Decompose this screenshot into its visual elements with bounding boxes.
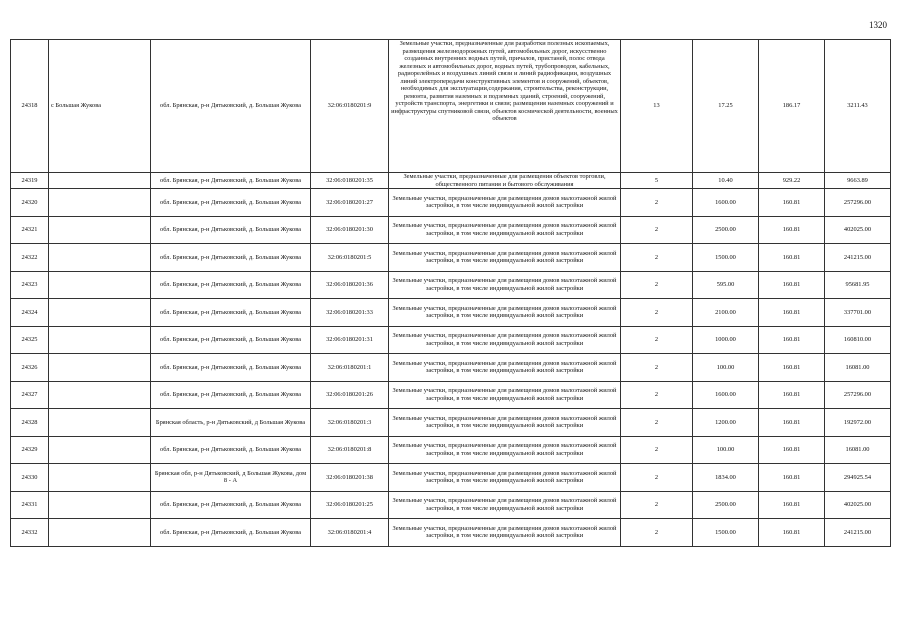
record-id: 24328 [11,409,49,437]
cadastral-number: 32:06:0180201:30 [311,216,389,244]
specific-value: 160.81 [759,409,825,437]
record-id: 24319 [11,173,49,189]
use-code: 2 [621,189,693,217]
cadastral-number: 32:06:0180201:36 [311,271,389,299]
address: обл. Брянская, р-н Дятьковский, д. Большая Жукова [151,519,311,547]
specific-value: 160.81 [759,299,825,327]
use-code: 2 [621,491,693,519]
table-row [11,173,891,189]
land-use: Земельные участки, предназначенные для размещения домов малоэтажной жилой застройки, в том числе индивидуальной жилой застройки [389,491,621,519]
table-row [11,519,891,547]
locality-cell [49,40,151,173]
specific-value: 160.81 [759,216,825,244]
land-use: Земельные участки, предназначенные для размещения домов малоэтажной жилой застройки, в том числе индивидуальной жилой застройки [389,464,621,492]
cadastral-value-table [10,39,891,547]
locality-cell [49,409,151,437]
record-id: 24325 [11,326,49,354]
area: 1000.00 [693,326,759,354]
locality-cell [49,354,151,382]
use-code: 2 [621,271,693,299]
cadastral-value: 16081.00 [825,354,891,382]
land-use: Земельные участки, предназначенные для размещения домов малоэтажной жилой застройки, в том числе индивидуальной жилой застройки [389,216,621,244]
address: Брянская область, р-н Дятьковский, д Большая Жукова [151,409,311,437]
area: 1600.00 [693,189,759,217]
specific-value: 160.81 [759,436,825,464]
locality-cell [49,299,151,327]
table-row [11,409,891,437]
land-use: Земельные участки, предназначенные для размещения домов малоэтажной жилой застройки, в том числе индивидуальной жилой застройки [389,519,621,547]
land-use: Земельные участки, предназначенные для размещения домов малоэтажной жилой застройки, в том числе индивидуальной жилой застройки [389,189,621,217]
use-code: 13 [621,40,693,173]
area: 595.00 [693,271,759,299]
cadastral-number: 32:06:0180201:8 [311,436,389,464]
locality-name: с Большая Жукова [51,102,101,110]
record-id: 24326 [11,354,49,382]
land-use: Земельные участки, предназначенные для размещения домов малоэтажной жилой застройки, в том числе индивидуальной жилой застройки [389,436,621,464]
table-row [11,40,891,173]
use-code: 5 [621,173,693,189]
land-use: Земельные участки, предназначенные для размещения домов малоэтажной жилой застройки, в том числе индивидуальной жилой застройки [389,354,621,382]
area: 1600.00 [693,381,759,409]
cadastral-number: 32:06:0180201:35 [311,173,389,189]
table-row [11,354,891,382]
address: обл. Брянская, р-н Дятьковский, д. Большая Жукова [151,216,311,244]
record-id: 24321 [11,216,49,244]
use-code: 2 [621,216,693,244]
specific-value: 160.81 [759,491,825,519]
specific-value: 160.81 [759,381,825,409]
locality-cell [49,244,151,272]
table-row [11,299,891,327]
cadastral-number: 32:06:0180201:31 [311,326,389,354]
address: обл. Брянская, р-н Дятьковский, д. Большая Жукова [151,189,311,217]
area: 1834.00 [693,464,759,492]
cadastral-value: 95681.95 [825,271,891,299]
address: обл. Брянская, р-н Дятьковский, д. Большая Жукова [151,173,311,189]
record-id: 24322 [11,244,49,272]
address: обл. Брянская, р-н Дятьковский, д. Большая Жукова [151,354,311,382]
area: 17.25 [693,40,759,173]
table-row [11,244,891,272]
area: 1500.00 [693,244,759,272]
land-use: Земельные участки, предназначенные для размещения домов малоэтажной жилой застройки, в том числе индивидуальной жилой застройки [389,244,621,272]
cadastral-number: 32:06:0180201:33 [311,299,389,327]
record-id: 24320 [11,189,49,217]
record-id: 24323 [11,271,49,299]
area: 2500.00 [693,491,759,519]
land-use: Земельные участки, предназначенные для размещения домов малоэтажной жилой застройки, в том числе индивидуальной жилой застройки [389,271,621,299]
area: 2500.00 [693,216,759,244]
locality-cell [49,189,151,217]
record-id: 24331 [11,491,49,519]
specific-value: 160.81 [759,326,825,354]
table-row [11,491,891,519]
land-use: Земельные участки, предназначенные для размещения домов малоэтажной жилой застройки, в том числе индивидуальной жилой застройки [389,381,621,409]
specific-value: 186.17 [759,40,825,173]
cadastral-value: 257296.00 [825,381,891,409]
cadastral-number: 32:06:0180201:38 [311,464,389,492]
locality-cell [49,381,151,409]
record-id: 24318 [11,40,49,173]
cadastral-value: 160810.00 [825,326,891,354]
cadastral-number: 32:06:0180201:25 [311,491,389,519]
use-code: 2 [621,244,693,272]
area: 2100.00 [693,299,759,327]
use-code: 2 [621,436,693,464]
use-code: 2 [621,381,693,409]
address: обл. Брянская, р-н Дятьковский, д. Большая Жукова [151,299,311,327]
specific-value: 929.22 [759,173,825,189]
cadastral-value: 257296.00 [825,189,891,217]
area: 100.00 [693,436,759,464]
page-number: 1320 [869,20,887,30]
cadastral-number: 32:06:0180201:9 [311,40,389,173]
address: обл. Брянская, р-н Дятьковский, д. Большая Жукова [151,40,311,173]
cadastral-value: 16081.00 [825,436,891,464]
use-code: 2 [621,326,693,354]
locality-cell [49,464,151,492]
locality-cell [49,173,151,189]
record-id: 24332 [11,519,49,547]
specific-value: 160.81 [759,244,825,272]
cadastral-number: 32:06:0180201:26 [311,381,389,409]
table-row [11,436,891,464]
specific-value: 160.81 [759,271,825,299]
cadastral-number: 32:06:0180201:27 [311,189,389,217]
cadastral-value: 241215.00 [825,519,891,547]
land-use: Земельные участки, предназначенные для размещения домов малоэтажной жилой застройки, в том числе индивидуальной жилой застройки [389,299,621,327]
record-id: 24330 [11,464,49,492]
locality-cell [49,436,151,464]
cadastral-value: 402025.00 [825,216,891,244]
locality-cell [49,491,151,519]
use-code: 2 [621,354,693,382]
table-body [11,40,891,547]
use-code: 2 [621,464,693,492]
locality-cell [49,271,151,299]
address: обл. Брянская, р-н Дятьковский, д. Большая Жукова [151,436,311,464]
area: 1200.00 [693,409,759,437]
cadastral-value: 192972.00 [825,409,891,437]
locality-cell [49,326,151,354]
cadastral-value: 337701.00 [825,299,891,327]
specific-value: 160.81 [759,519,825,547]
cadastral-value: 241215.00 [825,244,891,272]
specific-value: 160.81 [759,354,825,382]
specific-value: 160.81 [759,189,825,217]
locality-cell [49,519,151,547]
land-use: Земельные участки, предназначенные для размещения домов малоэтажной жилой застройки, в том числе индивидуальной жилой застройки [389,409,621,437]
cadastral-value: 3211.43 [825,40,891,173]
area: 10.40 [693,173,759,189]
area: 100.00 [693,354,759,382]
table-row [11,326,891,354]
address: обл. Брянская, р-н Дятьковский, д. Большая Жукова [151,244,311,272]
cadastral-value: 9663.89 [825,173,891,189]
area: 1500.00 [693,519,759,547]
land-use: Земельные участки, предназначенные для размещения домов малоэтажной жилой застройки, в том числе индивидуальной жилой застройки [389,326,621,354]
use-code: 2 [621,299,693,327]
table-row [11,464,891,492]
table-row [11,189,891,217]
record-id: 24324 [11,299,49,327]
cadastral-value: 294925.54 [825,464,891,492]
cadastral-number: 32:06:0180201:4 [311,519,389,547]
use-code: 2 [621,409,693,437]
table-row [11,216,891,244]
land-use: Земельные участки, предназначенные для размещения объектов торговли, общественного питания и бытового обслуживания [389,173,621,189]
address: обл. Брянская, р-н Дятьковский, д. Большая Жукова [151,326,311,354]
address: обл. Брянская, р-н Дятьковский, д. Большая Жукова [151,381,311,409]
cadastral-number: 32:06:0180201:1 [311,354,389,382]
address: обл. Брянская, р-н Дятьковский, д. Большая Жукова [151,491,311,519]
address: Брянская обл, р-н Дятьковский, д Большая Жукова, дом 8 - А [151,464,311,492]
cadastral-number: 32:06:0180201:5 [311,244,389,272]
use-code: 2 [621,519,693,547]
locality-cell [49,216,151,244]
table-row [11,381,891,409]
specific-value: 160.81 [759,464,825,492]
record-id: 24327 [11,381,49,409]
land-use: Земельные участки, предназначенные для разработки полезных ископаемых, размещения железнодорожных путей, автомобильных дорог, искусственно созданных внутренних водных путей, причалов, пристаней, полос отвода железных и автомобильных дорог, водных путей, трубопроводов, кабельных, радиорелейных и воздушных линий связи и линий радиофикации, воздушных линий электропередачи конструктивных элементов и сооружений, объектов, необходимых для эксплуатации,содержания, строительства, реконструкции, ремонта, развития наземных и подземных зданий, строений, сооружений, устройств транспорта, энергетики и связи; размещения наземных сооружений и инфраструктуры спутниковой связи, объектов космической деятельности, военных объектов [389,40,621,173]
address: обл. Брянская, р-н Дятьковский, д. Большая Жукова [151,271,311,299]
table-row [11,271,891,299]
cadastral-number: 32:06:0180201:3 [311,409,389,437]
cadastral-value: 402025.00 [825,491,891,519]
record-id: 24329 [11,436,49,464]
